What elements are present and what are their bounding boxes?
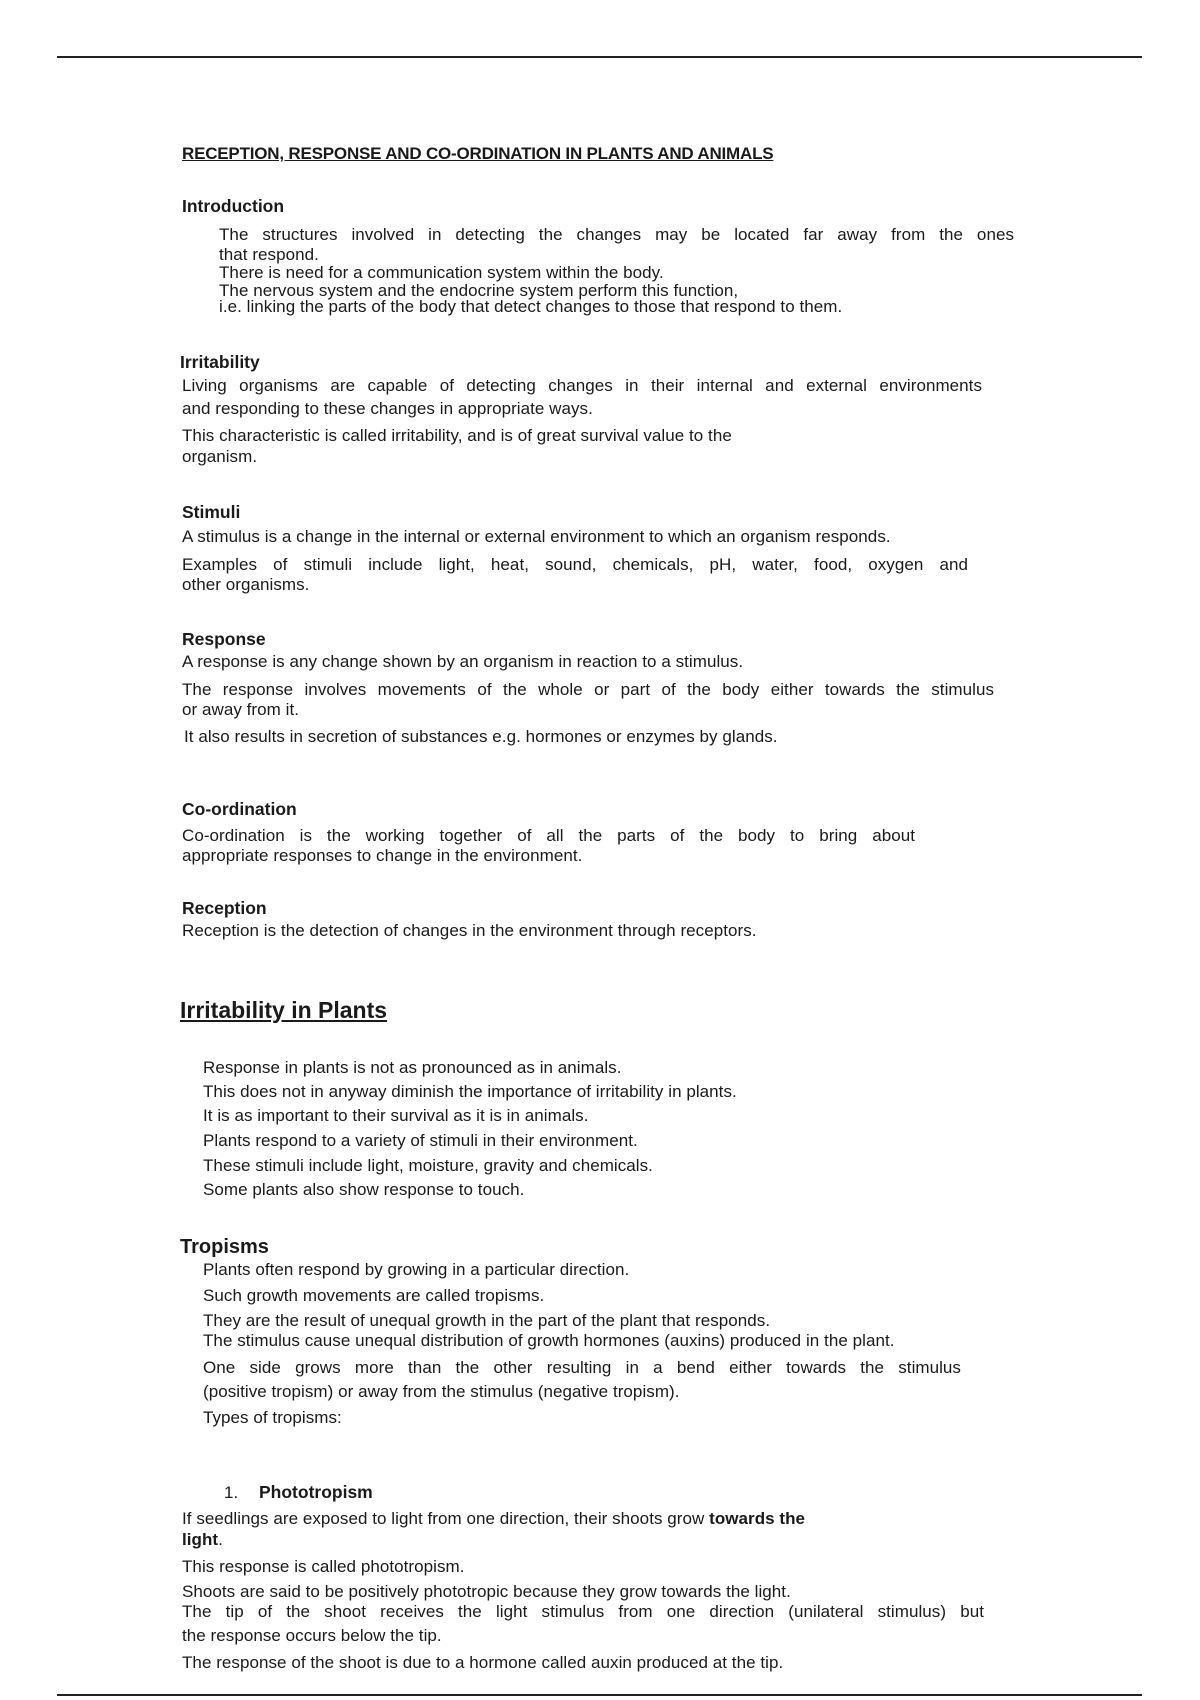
tropisms-line-2: Such growth movements are called tropisms. — [203, 1286, 545, 1305]
top-rule — [57, 56, 1142, 58]
phototropism-p4a: The tip of the shoot receives the light stimulus from one direction (unilateral stimulus) but — [182, 1602, 984, 1621]
stimuli-p2a: Examples of stimuli include light, heat, sound, chemicals, pH, water, food, oxygen and — [182, 555, 968, 574]
phototropism-number: 1. — [224, 1483, 239, 1502]
irritability-p1b: and responding to these changes in appropriate ways. — [182, 399, 593, 418]
plants-line-5: These stimuli include light, moisture, gravity and chemicals. — [203, 1156, 653, 1175]
reception-p1: Reception is the detection of changes in the environment through receptors. — [182, 921, 757, 940]
response-p1: A response is any change shown by an organism in reaction to a stimulus. — [182, 652, 744, 671]
coordination-p1a: Co-ordination is the working together of all the parts of the body to bring about — [182, 826, 915, 845]
phototropism-p1b — [182, 1530, 223, 1549]
phototropism-p1a — [182, 1509, 805, 1528]
phototropism-p1a-text: If seedlings are exposed to light from one direction, their shoots grow — [182, 1509, 710, 1528]
plants-line-3: It is as important to their survival as it is in animals. — [203, 1106, 589, 1125]
irritability-p1a: Living organisms are capable of detecting changes in their internal and external environments — [182, 376, 982, 395]
tropisms-line-3: They are the result of unequal growth in the part of the plant that responds. — [203, 1311, 771, 1330]
plants-line-4: Plants respond to a variety of stimuli in their environment. — [203, 1131, 638, 1150]
irritability-heading: Irritability — [180, 352, 260, 372]
stimuli-p1: A stimulus is a change in the internal or external environment to which an organism responds. — [182, 527, 891, 546]
phototropism-p1b-bold: light — [182, 1530, 219, 1549]
document-title: RECEPTION, RESPONSE AND CO-ORDINATION IN PLANTS AND ANIMALS — [182, 144, 774, 163]
plants-line-2: This does not in anyway diminish the importance of irritability in plants. — [203, 1082, 737, 1101]
response-heading: Response — [182, 629, 266, 649]
phototropism-p4b: the response occurs below the tip. — [182, 1626, 442, 1645]
introduction-line-2: There is need for a communication system within the body. — [219, 263, 664, 282]
irritability-p2a: This characteristic is called irritability, and is of great survival value to the — [182, 426, 732, 445]
plants-line-1: Response in plants is not as pronounced as in animals. — [203, 1058, 622, 1077]
phototropism-p1b-text: . — [218, 1530, 223, 1549]
phototropism-heading: Phototropism — [259, 1482, 373, 1502]
phototropism-p5: The response of the shoot is due to a hormone called auxin produced at the tip. — [182, 1653, 784, 1672]
coordination-heading: Co-ordination — [182, 799, 297, 819]
tropisms-line-1: Plants often respond by growing in a particular direction. — [203, 1260, 630, 1279]
stimuli-heading: Stimuli — [182, 502, 241, 522]
tropisms-line-6: Types of tropisms: — [203, 1408, 342, 1427]
irritability-p2b: organism. — [182, 447, 258, 466]
irritability-in-plants-heading: Irritability in Plants — [180, 997, 388, 1023]
introduction-heading: Introduction — [182, 196, 285, 216]
tropisms-line-5a: One side grows more than the other resulting in a bend either towards the stimulus — [203, 1358, 961, 1377]
response-p2a: The response involves movements of the whole or part of the body either towards the stimulus — [182, 680, 994, 699]
introduction-line-1a: The structures involved in detecting the changes may be located far away from the ones — [219, 225, 1014, 244]
response-p2b: or away from it. — [182, 700, 299, 719]
plants-line-6: Some plants also show response to touch. — [203, 1180, 525, 1199]
phototropism-p1a-bold: towards the — [709, 1509, 806, 1528]
phototropism-p3: Shoots are said to be positively phototropic because they grow towards the light. — [182, 1582, 791, 1601]
tropisms-line-4: The stimulus cause unequal distribution of growth hormones (auxins) produced in the plant. — [203, 1331, 895, 1350]
response-p3: It also results in secretion of substances e.g. hormones or enzymes by glands. — [184, 727, 778, 746]
coordination-p1b: appropriate responses to change in the environment. — [182, 846, 583, 865]
bottom-rule — [57, 1694, 1142, 1696]
introduction-line-4: i.e. linking the parts of the body that detect changes to those that respond to them. — [219, 297, 843, 316]
introduction-line-3: The nervous system and the endocrine system perform this function, — [219, 281, 739, 300]
phototropism-p2: This response is called phototropism. — [182, 1557, 465, 1576]
tropisms-line-5b: (positive tropism) or away from the stimulus (negative tropism). — [203, 1382, 680, 1401]
introduction-line-1b: that respond. — [219, 245, 319, 264]
tropisms-heading: Tropisms — [180, 1236, 269, 1258]
reception-heading: Reception — [182, 898, 267, 918]
stimuli-p2b: other organisms. — [182, 575, 310, 594]
